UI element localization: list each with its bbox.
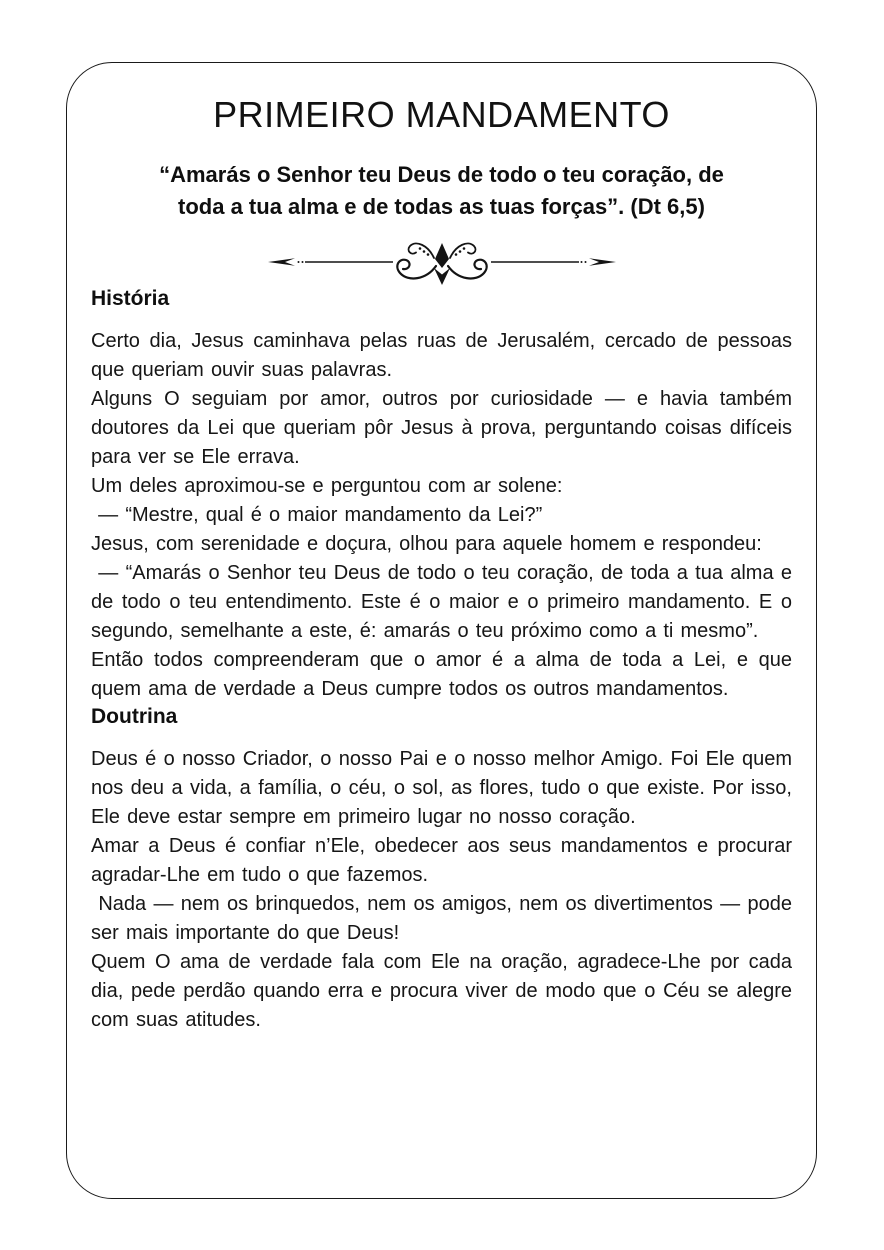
paragraph: Deus é o nosso Criador, o nosso Pai e o nosso melhor Amigo. Foi Ele quem nos deu a vida, a família, o céu, o sol, as flores, tudo o que existe. Por isso, Ele deve estar sempre em primeiro lugar no nosso coração. bbox=[91, 748, 792, 828]
page-title: PRIMEIRO MANDAMENTO bbox=[213, 94, 670, 135]
section-historia bbox=[91, 286, 792, 704]
verse-line-1: “Amarás o Senhor teu Deus de todo o teu coração, de bbox=[159, 162, 724, 187]
paragraph: Certo dia, Jesus caminhava pelas ruas de Jerusalém, cercado de pessoas que queriam ouvir suas palavras. bbox=[91, 330, 792, 381]
document-page bbox=[66, 62, 817, 1199]
paragraph: Quem O ama de verdade fala com Ele na oração, agradece-Lhe por cada dia, pede perdão quando erra e procura viver de modo que o Céu se alegre com suas atitudes. bbox=[91, 951, 792, 1031]
paragraph: Então todos compreenderam que o amor é a alma de toda a Lei, e que quem ama de verdade a Deus cumpre todos os outros mandamentos. bbox=[91, 649, 792, 700]
paragraph: Jesus, com serenidade e doçura, olhou para aquele homem e respondeu: bbox=[91, 533, 762, 555]
section-body-doutrina bbox=[91, 745, 792, 1035]
paragraph: — “Amarás o Senhor teu Deus de todo o teu coração, de toda a tua alma e de todo o teu entendimento. Este é o maior e o primeiro mandamento. E o segundo, semelhante a este, é: amarás o teu próximo como a ti mesmo”. bbox=[91, 562, 792, 642]
ornamental-divider bbox=[91, 240, 792, 286]
paragraph: Nada — nem os brinquedos, nem os amigos, nem os divertimentos — pode ser mais importante do que Deus! bbox=[91, 893, 792, 944]
verse-quote bbox=[91, 159, 792, 223]
section-body-historia bbox=[91, 327, 792, 704]
section-heading-historia: História bbox=[91, 287, 170, 310]
paragraph: Amar a Deus é confiar n’Ele, obedecer aos seus mandamentos e procurar agradar-Lhe em tudo o que fazemos. bbox=[91, 835, 792, 886]
paragraph: Alguns O seguiam por amor, outros por curiosidade — e havia também doutores da Lei que queriam pôr Jesus à prova, perguntando coisas difíceis para ver se Ele errava. bbox=[91, 388, 792, 468]
paragraph: Um deles aproximou-se e perguntou com ar solene: bbox=[91, 475, 563, 497]
section-doutrina bbox=[91, 704, 792, 1035]
paragraph: — “Mestre, qual é o maior mandamento da Lei?” bbox=[91, 504, 543, 526]
section-heading-doutrina: Doutrina bbox=[91, 705, 178, 728]
divider-flourish-icon bbox=[264, 240, 620, 286]
verse-line-2: toda a tua alma e de todas as tuas forças”. (Dt 6,5) bbox=[178, 194, 705, 219]
